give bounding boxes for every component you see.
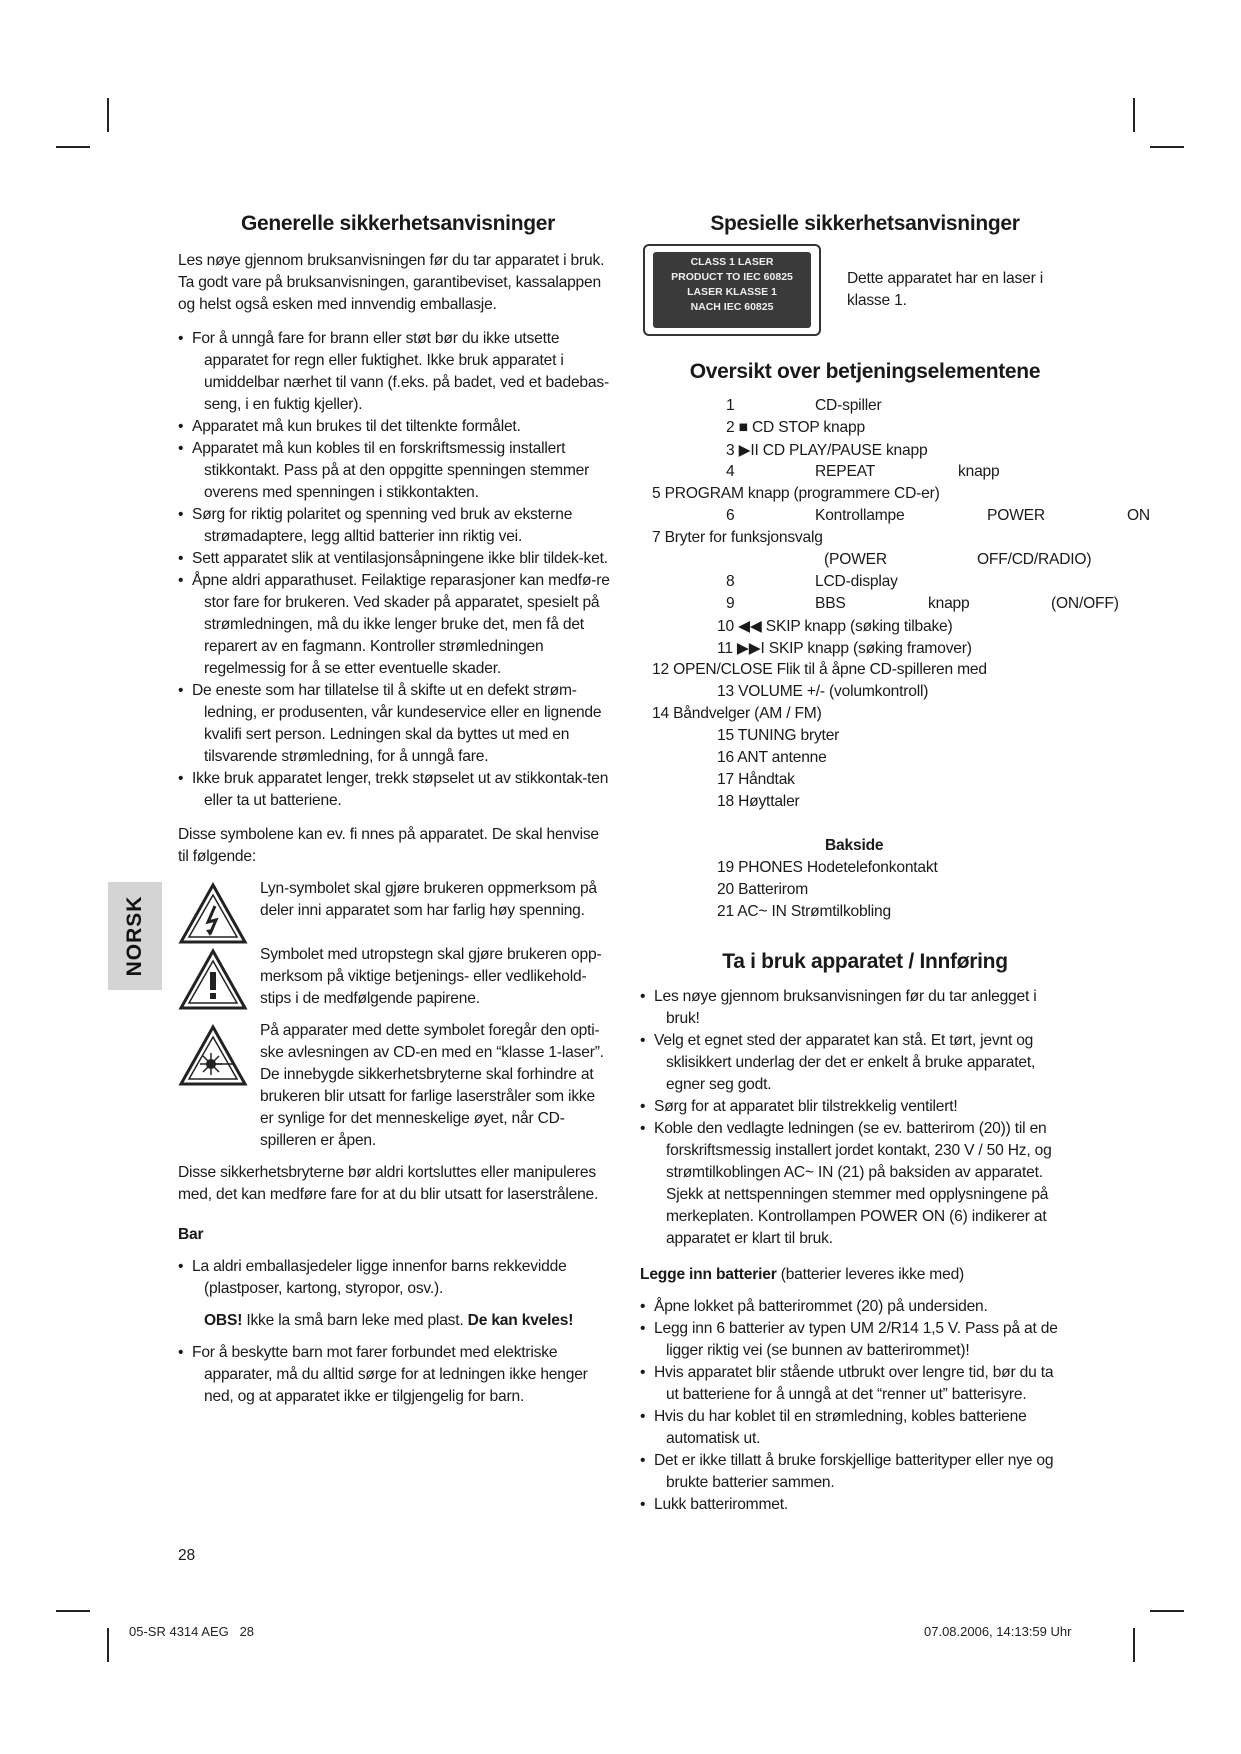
control-item: 5 PROGRAM knapp (programmere CD-er) (652, 485, 940, 502)
page-number: 28 (178, 1547, 195, 1564)
control-item: 15 TUNING bryter (717, 727, 840, 744)
laser-label-inner (653, 252, 811, 328)
list-item: • Les nøye gjennom bruksanvisningen før du tar anlegget i bruk! (640, 986, 1070, 1030)
control-label: ON (1127, 507, 1150, 524)
control-label: OFF/CD/RADIO) (977, 551, 1092, 568)
crop-mark (1133, 98, 1135, 132)
laser-label-line: LASER KLASSE 1 (687, 286, 777, 298)
control-item: 3 ▶II CD PLAY/PAUSE knapp (726, 442, 928, 459)
list-item: • Det er ikke tillatt å bruke forskjellige batterityper eller nye og brukte batterier sammen. (640, 1450, 1070, 1494)
crop-mark (107, 1628, 109, 1662)
getting-started-title: Ta i bruk apparatet / Innføring (722, 950, 1008, 973)
control-item: 16 ANT antenne (717, 749, 827, 766)
control-number: 1 (726, 397, 735, 414)
laser-symbol-text: På apparater med dette symbolet foregår den opti-ske avlesningen av CD-en med en “klasse 1-laser”. De innebygde sikkerhetsbryterne skal forhindre at brukeren blir utsatt for farlige laserstråler som ikke er synlige for det menneskelige øyet, når CD-spilleren er åpen. (260, 1022, 604, 1149)
children-bullets (178, 1256, 612, 1300)
special-safety-title: Spesielle sikkerhetsanvisninger (710, 212, 1020, 235)
control-label: BBS (815, 595, 846, 612)
exclamation-symbol-row (178, 944, 612, 1010)
control-item: 21 AC~ IN Strømtilkobling (717, 903, 891, 920)
list-item: • Hvis du har koblet til en strømledning, kobles batteriene automatisk ut. (640, 1406, 1070, 1450)
intro-paragraph: Les nøye gjennom bruksanvisningen før du tar apparatet i bruk. Ta godt vare på bruksanvisningen, garantibeviset, kassalappen og helst også esken med innvendig emballasje. (178, 252, 605, 313)
children-bullets-2 (178, 1342, 612, 1408)
list-item: • Sørg for at apparatet blir tilstrekkelig ventilert! (640, 1096, 1070, 1118)
control-label: REPEAT (815, 463, 876, 480)
safety-bullets (178, 328, 612, 812)
control-item: 2 ■ CD STOP knapp (726, 419, 865, 436)
controls-overview-title: Oversikt over betjeningselementene (689, 360, 1041, 383)
control-number: 8 (726, 573, 735, 590)
control-item: 20 Batterirom (717, 881, 809, 898)
lightning-symbol-row (178, 878, 612, 922)
list-item: • Velg et egnet sted der apparatet kan stå. Et tørt, jevnt og sklisikkert underlag der det er enkelt å bruke apparatet, egner seg godt. (640, 1030, 1070, 1096)
list-item: • Ikke bruk apparatet lenger, trekk støpselet ut av stikkontak-ten eller ta ut batteriene. (178, 768, 612, 812)
control-suffix: knapp (958, 463, 1000, 480)
list-item: • Hvis apparatet blir stående utbrukt over lengre tid, bør du ta ut batteriene for å unngå at det “renner ut” batterisyre. (640, 1362, 1070, 1406)
language-tab (108, 882, 162, 990)
right-column-bottom (640, 986, 1070, 1516)
list-item: • Apparatet må kun kobles til en forskriftsmessig installert stikkontakt. Pass på at den oppgitte spenningen stemmer overens med spenningen i stikkontakten. (178, 438, 612, 504)
exclamation-symbol-text: Symbolet med utropstegn skal gjøre brukeren opp-merksom på viktige betjenings- eller vedlikehold-stips i de medfølgende papirene. (260, 946, 602, 1007)
control-label: LCD-display (815, 573, 898, 590)
children-heading: Bar (178, 1226, 204, 1243)
obs-bold: De kan kveles! (467, 1312, 574, 1329)
laser-symbol-row (178, 1020, 612, 1152)
laser-label-line: CLASS 1 LASER (690, 256, 774, 268)
list-item: • De eneste som har tillatelse til å skifte ut en defekt strøm-ledning, er produsenten, vår kundeservice eller en lignende kvalifi sert person. Ledningen skal da byttes ut med en tilsvarende strømledning, for å unngå fare. (178, 680, 612, 768)
laser-class-label (643, 244, 821, 336)
battery-bullets (640, 1296, 1070, 1516)
control-suffix: knapp (928, 595, 970, 612)
list-item: • Legg inn 6 batterier av typen UM 2/R14 1,5 V. Pass på at de ligger riktig vei (se bunnen av batterirommet)! (640, 1318, 1070, 1362)
laser-class-text: Dette apparatet har en laser i klasse 1. (847, 270, 1043, 309)
battery-heading (640, 1264, 1070, 1286)
list-item: • Koble den vedlagte ledningen (se ev. batterirom (20)) til en forskriftsmessig installert jordet kontakt, 230 V / 50 Hz, og strømtilkoblingen AC~ IN (21) på baksiden av apparatet. Sjekk at nettspenningen stemmer med opplysningene på merkeplaten. Kontrollampen POWER ON (6) indikerer at apparatet er klart til bruk. (640, 1118, 1070, 1250)
control-item: 17 Håndtak (717, 771, 795, 788)
control-label: POWER (987, 507, 1045, 524)
obs-label: OBS! (204, 1312, 243, 1329)
symbols-intro: Disse symbolene kan ev. fi nnes på apparatet. De skal henvise til følgende: (178, 826, 599, 865)
crop-mark (56, 1610, 90, 1612)
obs-warning (178, 1310, 612, 1332)
control-label: (ON/OFF) (1051, 595, 1119, 612)
crop-mark (1133, 1628, 1135, 1662)
control-item: 18 Høyttaler (717, 793, 800, 810)
laser-label-line: PRODUCT TO IEC 60825 (671, 271, 793, 283)
footer-left: 05-SR 4314 AEG 28 (129, 1624, 255, 1639)
list-item: • Åpne aldri apparathuset. Feilaktige reparasjoner kan medfø-re stor fare for brukeren. Ved skader på apparatet, spesielt på strømledningen, må du ikke lenger bruke det, men få det reparert av en fagmann. Kontroller strømledningen regelmessig for å se etter eventuelle skader. (178, 570, 612, 680)
list-item: • Apparatet må kun brukes til det tiltenkte formålet. (178, 416, 612, 438)
list-item: • For å unngå fare for brann eller støt bør du ikke utsette apparatet for regn eller fuktighet. Ikke bruk apparatet i umiddelbar nærhet til vann (f.eks. på badet, ved et badebas-seng, i en fuktig kjeller). (178, 328, 612, 416)
control-item: 13 VOLUME +/- (volumkontroll) (717, 683, 929, 700)
control-item: 7 Bryter for funksjonsvalg (652, 529, 823, 546)
control-item: 14 Båndvelger (AM / FM) (652, 705, 822, 722)
exclamation-warning-icon (178, 948, 248, 1012)
control-item: 11 ▶▶I SKIP knapp (søking framover) (717, 640, 972, 657)
control-item: 19 PHONES Hodetelefonkontakt (717, 859, 938, 876)
lightning-symbol-text: Lyn-symbolet skal gjøre brukeren oppmerksom på deler inni apparatet som har farlig høy spenning. (260, 880, 597, 919)
back-side-heading: Bakside (825, 837, 884, 854)
control-number: 6 (726, 507, 735, 524)
language-tab-label: NORSK (123, 895, 146, 977)
general-safety-title: Generelle sikkerhetsanvisninger (240, 212, 556, 235)
footer-right: 07.08.2006, 14:13:59 Uhr (924, 1624, 1072, 1639)
list-item: • Lukk batterirommet. (640, 1494, 1070, 1516)
control-label: Kontrollampe (815, 507, 905, 524)
left-column (178, 250, 612, 1408)
getting-started-bullets (640, 986, 1070, 1250)
control-number: 9 (726, 595, 735, 612)
control-number: 4 (726, 463, 735, 480)
crop-mark (1150, 146, 1184, 148)
control-label: CD-spiller (815, 397, 882, 414)
safety-switches-note: Disse sikkerhetsbryterne bør aldri kortsluttes eller manipuleres med, det kan medføre fare for at du blir utsatt for laserstrålene. (178, 1164, 599, 1203)
crop-mark (107, 98, 109, 132)
lightning-warning-icon (178, 882, 248, 946)
obs-text: Ikke la små barn leke med plast. (242, 1312, 468, 1329)
list-item: • For å beskytte barn mot farer forbundet med elektriske apparater, må du alltid sørge for at ledningen ikke henger ned, og at apparatet ikke er tilgjengelig for barn. (178, 1342, 612, 1408)
list-item: • La aldri emballasjedeler ligge innenfor barns rekkevidde (plastposer, kartong, styropor, osv.). (178, 1256, 612, 1300)
laser-label-line: NACH IEC 60825 (690, 301, 774, 313)
list-item: • Sørg for riktig polaritet og spenning ved bruk av eksterne strømadaptere, legg alltid batterier inn riktig vei. (178, 504, 612, 548)
list-item: • Åpne lokket på batterirommet (20) på undersiden. (640, 1296, 1070, 1318)
control-label: (POWER (824, 551, 887, 568)
control-item: 10 ◀◀ SKIP knapp (søking tilbake) (717, 618, 953, 635)
battery-heading-note: (batterier leveres ikke med) (776, 1266, 965, 1283)
crop-mark (56, 146, 90, 148)
control-item: 12 OPEN/CLOSE Flik til å åpne CD-spilleren med (652, 661, 987, 678)
crop-mark (1150, 1610, 1184, 1612)
battery-heading-label: Legge inn batterier (640, 1266, 777, 1283)
list-item: • Sett apparatet slik at ventilasjonsåpningene ikke blir tildek-ket. (178, 548, 612, 570)
laser-warning-icon (178, 1024, 248, 1088)
